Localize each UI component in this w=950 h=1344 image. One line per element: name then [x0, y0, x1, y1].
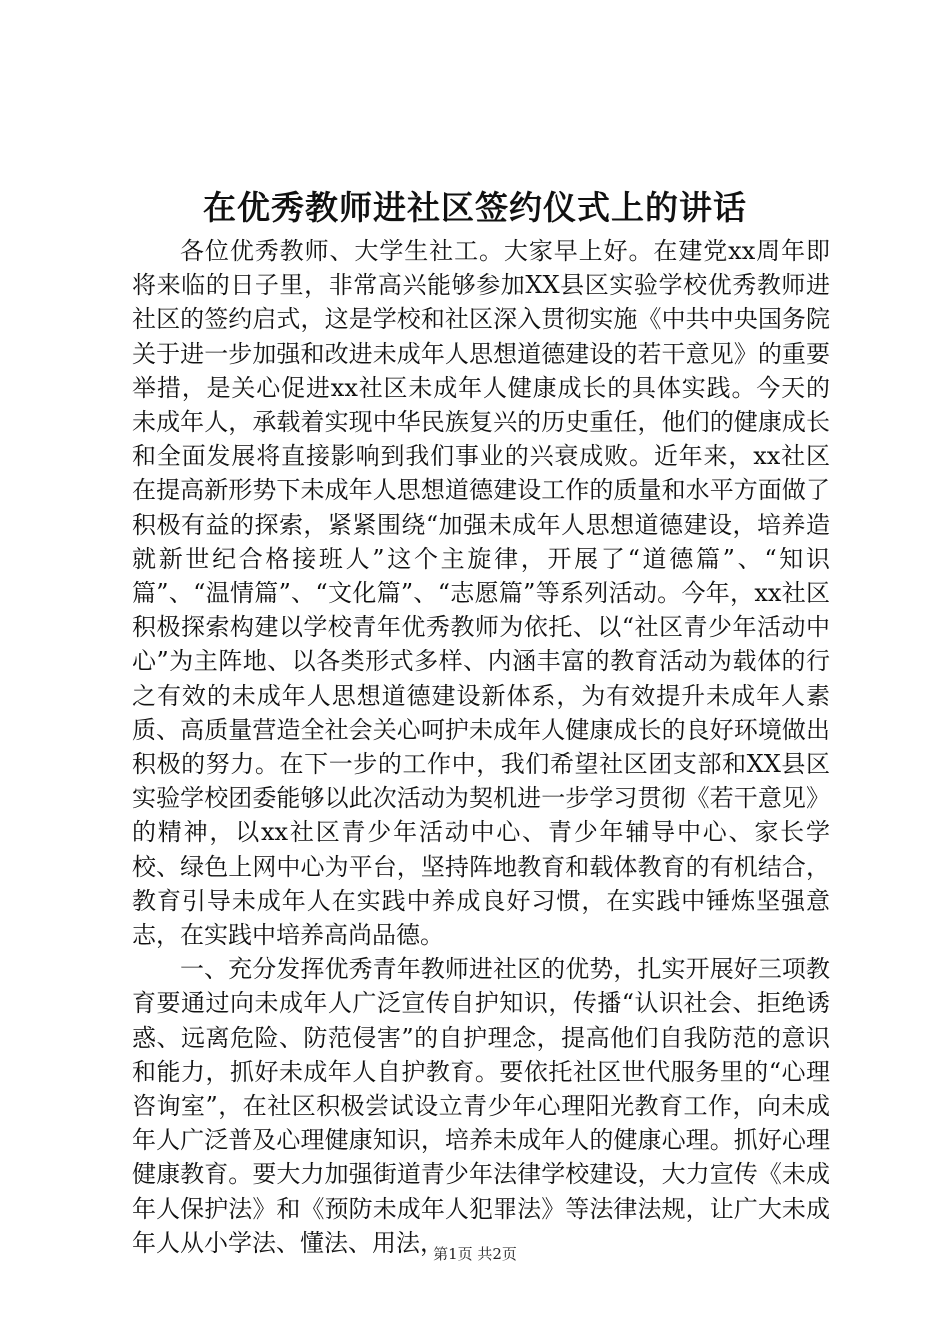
body-paragraph: 各位优秀教师、大学生社工。大家早上好。在建党xx周年即将来临的日子里，非常高兴能够参加XX县区实验学校优秀教师进社区的签约启式，这是学校和社区深入贯彻实施《中共中央国务院关于进一步加强和改进未成年人思想道德建设的若干意见》的重要举措，是关心促进xx社区未成年人健康成长的具体实践。今天的未成年人，承载着实现中华民族复兴的历史重任，他们的健康成长和全面发展将直接影响到我们事业的兴衰成败。近年来，xx社区在提高新形势下未成年人思想道德建设工作的质量和水平方面做了积极有益的探索，紧紧围绕“加强未成年人思想道德建设，培养造就新世纪合格接班人”这个主旋律，开展了“道德篇”、“知识篇”、“温情篇”、“文化篇”、“志愿篇”等系列活动。今年，xx社区积极探索构建以学校青年优秀教师为依托、以“社区青少年活动中心”为主阵地、以各类形式多样、内涵丰富的教育活动为载体的行之有效的未成年人思想道德建设新体系，为有效提升未成年人素质、高质量营造全社会关心呵护未成年人健康成长的良好环境做出积极的努力。在下一步的工作中，我们希望社区团支部和XX县区实验学校团委能够以此次活动为契机进一步学习贯彻《若干意见》的精神，以xx社区青少年活动中心、青少年辅导中心、家长学校、绿色上网中心为平台，坚持阵地教育和载体教育的有机结合，教育引导未成年人在实践中养成良好习惯，在实践中锤炼坚强意志，在实践中培养高尚品德。 — [132, 237, 830, 950]
document-title: 在优秀教师进社区签约仪式上的讲话 — [203, 188, 747, 227]
body-paragraph: 一、充分发挥优秀青年教师进社区的优势，扎实开展好三项教育要通过向未成年人广泛宣传自护知识，传播“认识社会、拒绝诱惑、远离危险、防范侵害”的自护理念，提高他们自我防范的意识和能力，抓好未成年人自护教育。要依托社区世代服务里的“心理咨询室”，在社区积极尝试设立青少年心理阳光教育工作，向未成年人广泛普及心理健康知识，培养未成年人的健康心理。抓好心理健康教育。要大力加强街道青少年法律学校建设，大力宣传《未成年人保护法》和《预防未成年人犯罪法》等法律法规，让广大未成年人从小学法、懂法、用法， — [132, 955, 830, 1257]
document-body — [132, 234, 830, 1260]
page-footer: 第1页 共2页 — [433, 1245, 517, 1263]
